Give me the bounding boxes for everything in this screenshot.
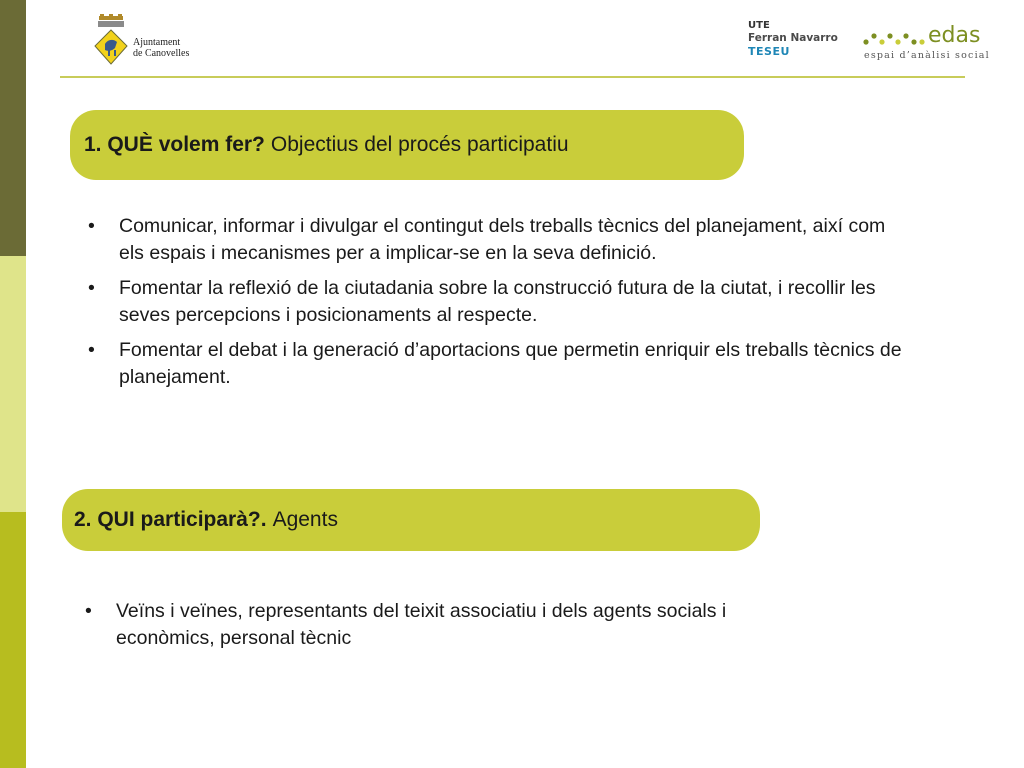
logo-edas	[862, 23, 990, 66]
edas-subtitle: espai d’anàlisi social	[864, 50, 990, 61]
list-item: • Veïns i veïnes, representants del teixit associatiu i dels agents socials i econòmics, personal tècnic	[83, 598, 823, 651]
list-item: • Fomentar la reflexió de la ciutadania sobre la construcció futura de la ciutat, i recollir les seves percepcions i posicionaments al respecte.	[86, 275, 906, 328]
logo-ajuntament-canovelles	[93, 14, 213, 66]
section-1-heading	[70, 110, 744, 180]
section-1-heading-text: Objectius del procés participatiu	[270, 133, 569, 156]
ferran-navarro-label: Ferran Navarro	[748, 32, 838, 44]
logo-ute-ferran-navarro-teseu	[748, 20, 848, 66]
section-2-bullet-list	[83, 598, 823, 660]
sidebar-stripe-dark	[0, 0, 26, 256]
sidebar-stripe-light	[0, 256, 26, 512]
dots-icon	[862, 30, 926, 48]
section-2-heading-text: Agents	[272, 508, 338, 531]
coat-of-arms-icon	[93, 14, 129, 66]
header-divider	[60, 76, 965, 78]
teseu-label: TESEU	[748, 45, 790, 58]
section-1-heading-bold: 1. QUÈ volem fer?	[84, 133, 265, 156]
list-item: • Fomentar el debat i la generació d’aportacions que permetin enriquir els treballs tècnics de planejament.	[86, 337, 906, 390]
section-2-heading	[62, 489, 760, 551]
section-2-heading-bold: 2. QUI participarà?.	[74, 508, 267, 531]
list-item: • Comunicar, informar i divulgar el contingut dels treballs tècnics del planejament, així com els espais i mecanismes per a implicar-se en la seva definició.	[86, 213, 906, 266]
ajuntament-line1: Ajuntament	[133, 37, 181, 48]
sidebar-stripe-mid	[0, 512, 26, 768]
ajuntament-line2: de Canovelles	[133, 48, 190, 59]
ute-label: UTE	[748, 20, 770, 31]
section-1-bullet-list	[86, 213, 906, 399]
edas-wordmark: edas	[928, 23, 981, 48]
